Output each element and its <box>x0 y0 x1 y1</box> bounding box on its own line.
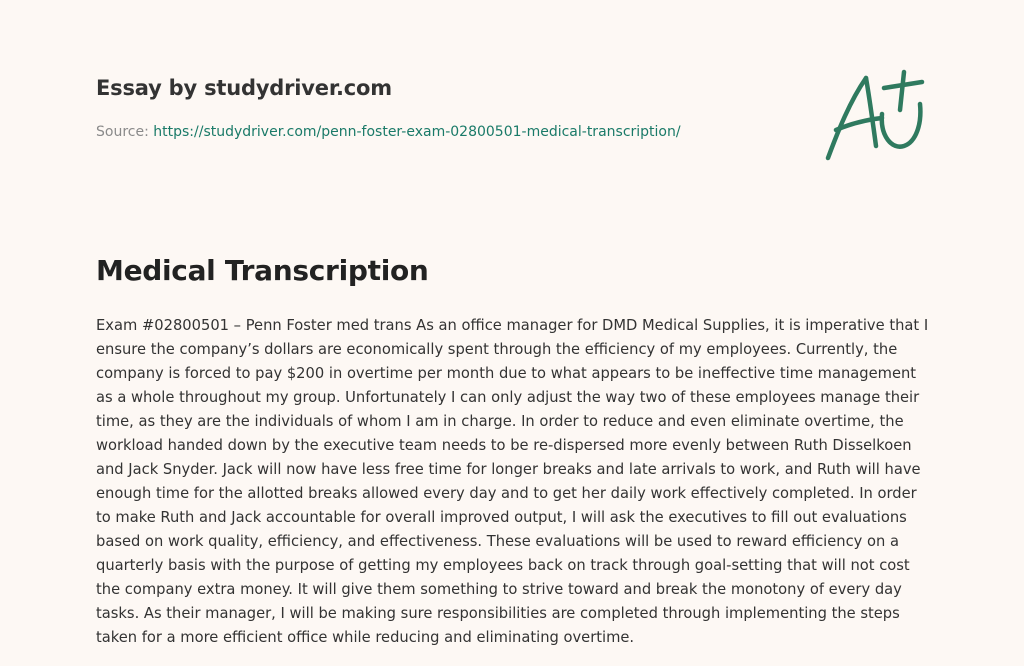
a-plus-logo <box>820 66 930 166</box>
source-link[interactable]: https://studydriver.com/penn-foster-exam-02800501-medical-transcription/ <box>153 124 681 140</box>
essay-body: Exam #02800501 – Penn Foster med trans As an office manager for DMD Medical Supplies, it is imperative that I ensure the company’s dollars are economically spent through the efficiency of my employees. Currently, the company is forced to pay $200 in overtime per month due to what appears to be ineffective time management as a whole throughout my group. Unfortunately I can only adjust the way two of these employees manage their time, as they are the individuals of whom I am in charge. In order to reduce and even eliminate overtime, the workload handed down by the executive team needs to be re-dispersed more evenly between Ruth Disselkoen and Jack Snyder. Jack will now have less free time for longer breaks and late arrivals to work, and Ruth will have enough time for the allotted breaks allowed every day and to get her daily work effectively completed. In order to make Ruth and Jack accountable for overall improved output, I will ask the executives to fill out evaluations based on work quality, efficiency, and effectiveness. These evaluations will be used to reward efficiency on a quarterly basis with the purpose of getting my employees back on track through goal-setting that will not cost the company extra money. It will give them something to strive toward and break the monotony of every day tasks. As their manager, I will be making sure responsibilities are completed through implementing the steps taken for a more efficient office while reducing and eliminating overtime. <box>96 317 929 646</box>
a-plus-grade-icon <box>820 66 930 166</box>
site-brand: Essay by studydriver.com <box>96 76 392 100</box>
essay-title: Medical Transcription <box>96 254 429 287</box>
source-line <box>96 124 681 140</box>
source-label: Source: <box>96 124 149 140</box>
